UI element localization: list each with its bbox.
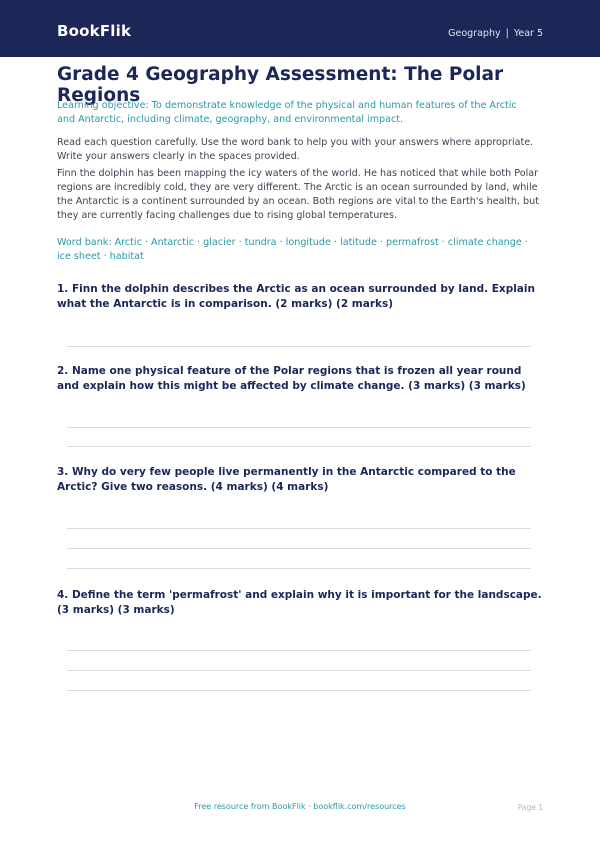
word-bank: Word bank: Arctic · Antarctic · glacier · tundra · longitude · latitude · permafrost · climate change · ice sheet · habitat [57, 237, 528, 262]
answer-line[interactable] [67, 670, 531, 671]
answer-line[interactable] [67, 650, 531, 651]
answer-line[interactable] [67, 528, 531, 529]
answer-line[interactable] [67, 548, 531, 549]
learning-objective: Learning objective: To demonstrate knowledge of the physical and human features of the Arctic and Antarctic, including climate, geography, and environmental impact. [57, 100, 517, 125]
page-title: Grade 4 Geography Assessment: The Polar Regions [57, 64, 504, 106]
passage-text: Finn the dolphin has been mapping the icy waters of the world. He has noticed that while both Polar regions are incredibly cold, they are very different. The Arctic is an ocean surrounded by land, while the Antarctic is a continent surrounded by an ocean. Both regions are vital to the Earth's health, but they are currently facing challenges due to rising global temperatures. [57, 168, 539, 221]
question-1: 1. Finn the dolphin describes the Arctic as an ocean surrounded by land. Explain what the Antarctic is in comparison. (2 marks) (2 marks) [57, 283, 535, 310]
subject-label: Geography [448, 28, 501, 39]
answer-line[interactable] [67, 346, 531, 347]
brand-logo: BookFlik [57, 22, 132, 40]
year-label: Year 5 [513, 28, 543, 39]
answer-line[interactable] [67, 446, 531, 447]
instructions-text: Read each question carefully. Use the word bank to help you with your answers where appropriate. Write your answers clearly in the spaces provided. [57, 137, 534, 162]
subject-year-label [448, 28, 543, 39]
answer-line[interactable] [67, 690, 531, 691]
page-header [0, 0, 600, 57]
question-2: 2. Name one physical feature of the Polar regions that is frozen all year round and explain how this might be affected by climate change. (3 marks) (3 marks) [57, 365, 526, 392]
page-number: Page 1 [517, 803, 543, 812]
question-3: 3. Why do very few people live permanently in the Antarctic compared to the Arctic? Give two reasons. (4 marks) (4 marks) [57, 466, 516, 493]
footer-credit: Free resource from BookFlik · bookflik.com/resources [194, 802, 406, 811]
answer-line[interactable] [67, 568, 531, 569]
answer-line[interactable] [67, 427, 531, 428]
crumb-separator: | [505, 28, 509, 39]
question-4: 4. Define the term 'permafrost' and explain why it is important for the landscape. (3 marks) (3 marks) [57, 589, 542, 616]
